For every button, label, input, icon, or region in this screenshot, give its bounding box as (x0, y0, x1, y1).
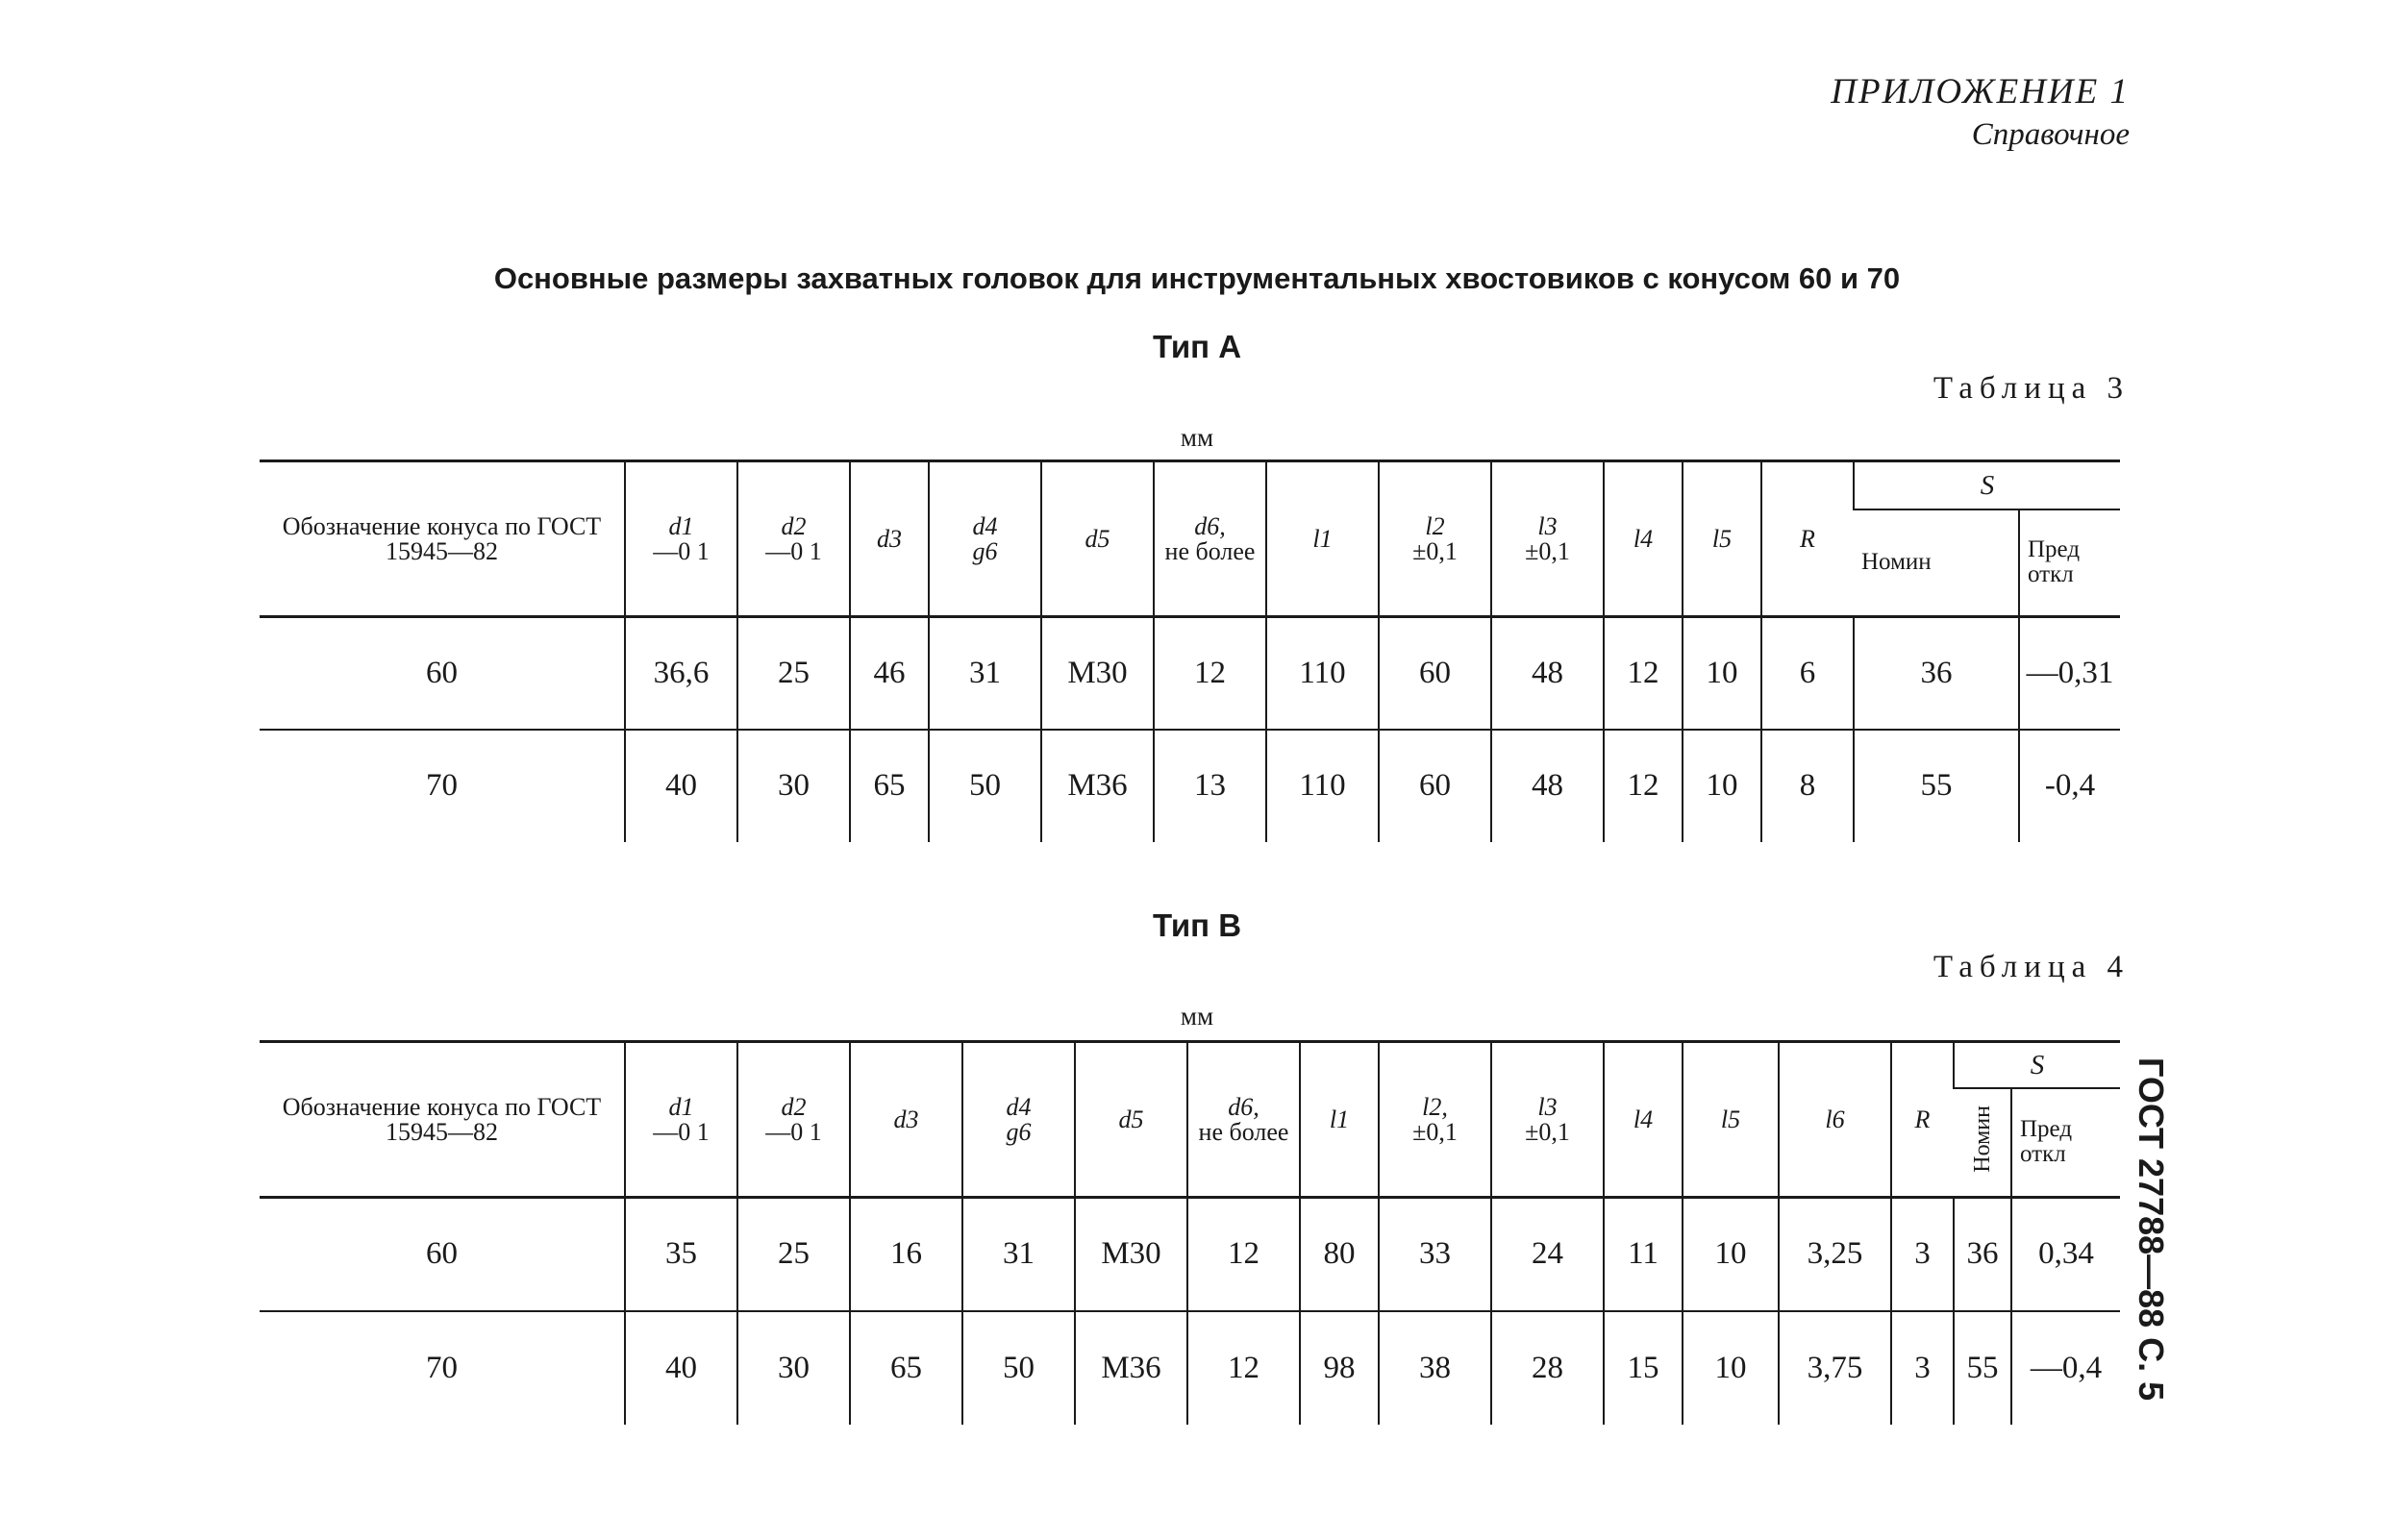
cell-d2: 30 (737, 730, 850, 842)
type-b-label: Тип В (1152, 907, 1242, 943)
header-l1: l1 (1266, 461, 1379, 617)
cell-l2: 60 (1379, 617, 1491, 730)
cell-d6: 12 (1187, 1198, 1300, 1311)
header-d4: d4 g6 (929, 461, 1041, 617)
cell-d4: 31 (929, 617, 1041, 730)
cell-l4: 11 (1604, 1198, 1683, 1311)
cell-S-deviation: —0,4 (2011, 1311, 2120, 1425)
cell-cone: 60 (260, 1198, 625, 1311)
cell-l4: 12 (1604, 617, 1683, 730)
cell-cone: 70 (426, 768, 458, 803)
table-row (260, 617, 2120, 730)
header-l4: l4 (1604, 1042, 1683, 1198)
cell-d3: 65 (850, 1311, 962, 1425)
header-d4: d4 g6 (962, 1042, 1075, 1198)
cell-S-nominal: 55 (1854, 730, 2019, 842)
cell-R: 8 (1761, 730, 1854, 842)
header-d2: d2 —0 1 (737, 461, 850, 617)
header-R: R (1891, 1042, 1954, 1198)
cell-d3: 16 (850, 1198, 962, 1311)
cell-d2: 30 (737, 1311, 850, 1425)
header-l3: l3 ±0,1 (1491, 461, 1604, 617)
cell-l2: 60 (1379, 730, 1491, 842)
header-S: S (1854, 461, 2120, 509)
table-4 (260, 1040, 2120, 1425)
cell-l5: 10 (1683, 730, 1761, 842)
cell-S-deviation: -0,4 (2019, 730, 2120, 842)
cell-d2: 25 (737, 1198, 850, 1311)
cell-d4: 31 (962, 1198, 1075, 1311)
cell-S-nominal: 36 (1854, 617, 2019, 730)
cell-d2: 25 (737, 617, 850, 730)
header-l2: l2, ±0,1 (1379, 1042, 1491, 1198)
header-designation: Обозначение конуса по ГОСТ 15945—82 (260, 461, 625, 617)
header-d1: d1 —0 1 (625, 461, 737, 617)
cell-d5: М36 (1041, 730, 1154, 842)
header-l6: l6 (1779, 1042, 1891, 1198)
cell-l3: 28 (1491, 1311, 1604, 1425)
cell-R: 3 (1891, 1311, 1954, 1425)
cell-l6: 3,75 (1779, 1311, 1891, 1425)
header-l5: l5 (1683, 1042, 1779, 1198)
header-designation: Обозначение конуса по ГОСТ 15945—82 (260, 1042, 625, 1198)
cell-d1: 40 (625, 1311, 737, 1425)
main-title: Основные размеры захватных головок для инструментальных хвостовиков с конусом 60 и 70 (493, 261, 1901, 295)
table4-unit: мм (1180, 1002, 1214, 1031)
cell-d1: 40 (625, 730, 737, 842)
cell-l3: 48 (1491, 730, 1604, 842)
cell-l1: 110 (1266, 617, 1379, 730)
cell-d5: М30 (1041, 617, 1154, 730)
cell-d5: М36 (1075, 1311, 1187, 1425)
cell-R: 3 (1891, 1198, 1954, 1311)
appendix-subtitle: Справочное (1971, 117, 2130, 152)
cell-l5: 10 (1683, 617, 1761, 730)
cell-d4: 50 (929, 730, 1041, 842)
header-R: R (1761, 461, 1854, 617)
cell-d3: 46 (850, 617, 929, 730)
header-d6: d6, не более (1154, 461, 1266, 617)
table-row (260, 730, 2120, 842)
cell-l6: 3,25 (1779, 1198, 1891, 1311)
cell-l1: 110 (1266, 730, 1379, 842)
header-d3: d3 (850, 1042, 962, 1198)
type-a-label: Тип А (1152, 329, 1242, 364)
header-l2: l2 ±0,1 (1379, 461, 1491, 617)
appendix-heading (1831, 71, 2130, 156)
cell-l3: 48 (1491, 617, 1604, 730)
cell-d5: М30 (1075, 1198, 1187, 1311)
cell-d6: 13 (1154, 730, 1266, 842)
header-S-nominal: Номин (1854, 509, 2019, 617)
cell-d1: 35 (625, 1198, 737, 1311)
header-l1: l1 (1300, 1042, 1379, 1198)
header-l3: l3 ±0,1 (1491, 1042, 1604, 1198)
header-l4: l4 (1604, 461, 1683, 617)
table-row (260, 1198, 2120, 1311)
cell-l2: 38 (1379, 1311, 1491, 1425)
cell-l1: 80 (1300, 1198, 1379, 1311)
cell-l3: 24 (1491, 1198, 1604, 1311)
table-3 (260, 460, 2120, 842)
cell-S-nominal: 36 (1954, 1198, 2011, 1311)
table3-number: Таблица 3 (1933, 371, 2130, 406)
header-S: S (1954, 1042, 2120, 1088)
header-S-nominal: Номин (1954, 1088, 2011, 1198)
cell-S-nominal: 55 (1954, 1311, 2011, 1425)
cell-d6: 12 (1154, 617, 1266, 730)
header-d5: d5 (1075, 1042, 1187, 1198)
cell-cone: 70 (426, 1350, 458, 1385)
header-d2: d2 —0 1 (737, 1042, 850, 1198)
table4-number: Таблица 4 (1933, 950, 2130, 984)
cell-d6: 12 (1187, 1311, 1300, 1425)
cell-R: 6 (1761, 617, 1854, 730)
cell-l5: 10 (1683, 1311, 1779, 1425)
cell-l5: 10 (1683, 1198, 1779, 1311)
cell-l1: 98 (1300, 1311, 1379, 1425)
cell-l4: 12 (1604, 730, 1683, 842)
table-row (260, 1311, 2120, 1425)
header-d3: d3 (850, 461, 929, 617)
header-S-deviation: Пред откл (2011, 1088, 2120, 1198)
header-d1: d1 —0 1 (625, 1042, 737, 1198)
cell-cone: 60 (260, 617, 625, 730)
header-l5: l5 (1683, 461, 1761, 617)
cell-d1: 36,6 (625, 617, 737, 730)
header-d5: d5 (1041, 461, 1154, 617)
header-d6: d6, не более (1187, 1042, 1300, 1198)
cell-l2: 33 (1379, 1198, 1491, 1311)
cell-S-deviation: —0,31 (2019, 617, 2120, 730)
cell-d3: 65 (850, 730, 929, 842)
cell-l4: 15 (1604, 1311, 1683, 1425)
header-S-deviation: Пред откл (2019, 509, 2120, 617)
table3-unit: мм (1180, 423, 1214, 452)
cell-S-deviation: 0,34 (2011, 1198, 2120, 1311)
side-page-label: ГОСТ 27788—88 С. 5 (2132, 1057, 2171, 1402)
cell-d4: 50 (962, 1311, 1075, 1425)
appendix-title: ПРИЛОЖЕНИЕ 1 (1831, 72, 2130, 112)
